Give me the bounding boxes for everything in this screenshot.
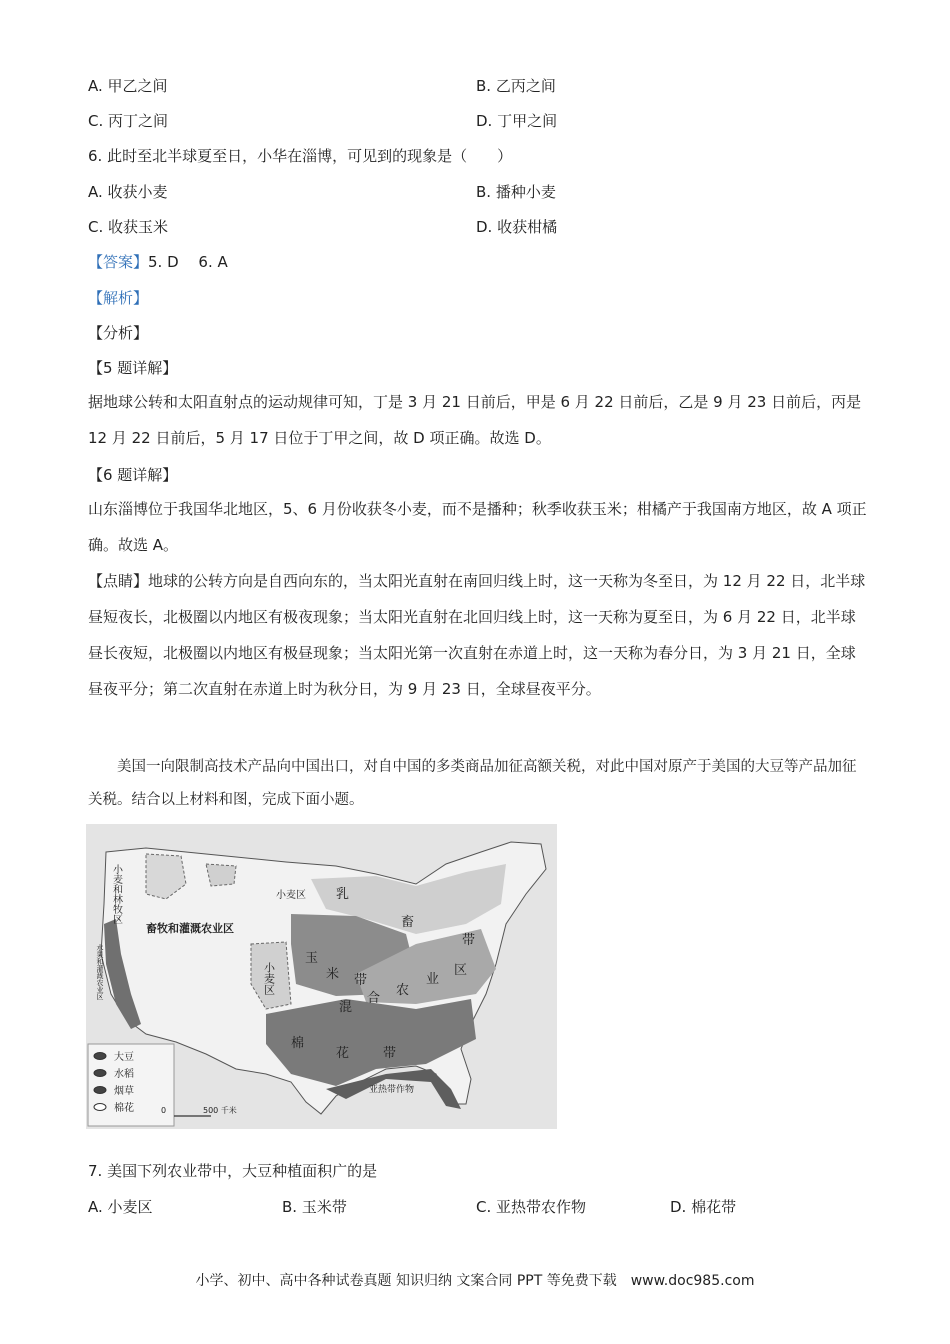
fenxi-heading: 【分析】 — [88, 324, 149, 342]
q5-detail-body: 据地球公转和太阳直射点的运动规律可知，丁是 3 月 21 日前后，甲是 6 月 22 日前后，乙是 9 月 23 日前后，丙是 12 月 22 日前后，5 月 17 日位于丁甲之间，故 D 项正确。故选 D。 — [88, 393, 862, 447]
label-ranch: 畜牧和灌溉农业区 — [146, 922, 234, 935]
label-corn-1: 玉 — [305, 951, 319, 966]
q5-detail-heading: 【5 题详解】 — [88, 359, 178, 377]
dianjing-paragraph — [88, 563, 868, 707]
label-mixed-1: 混 — [339, 1000, 353, 1015]
dianjing-body: 地球的公转方向是自西向东的，当太阳光直射在南回归线上时，这一天称为冬至日，为 12 月 22 日，北半球昼短夜长，北极圈以内地区有极夜现象；当太阳光直射在北回归线上时，这一天称为夏至日，为 6 月 22 日，北半球昼长夜短，北极圈以内地区有极昼现象；当太阳光第一次直射在赤道上时，这一天称为春分日，为 3 月 21 日，全球昼夜平分；第二次直射在赤道上时为秋分日，为 9 月 23 日，全球昼夜平分。 — [88, 572, 866, 698]
label-dairy-3: 带 — [462, 933, 476, 948]
q5-option-d: D. 丁甲之间 — [476, 112, 558, 130]
q7-stem: 7. 美国下列农业带中，大豆种植面积广的是 — [88, 1162, 378, 1180]
label-subtropical: 亚热带作物 — [369, 1085, 415, 1095]
label-wheat-nw: 小麦和林牧区 — [110, 864, 122, 924]
page-footer: 小学、初中、高中各种试卷真题 知识归纳 文案合同 PPT 等免费下载 www.doc985.com — [195, 1273, 755, 1289]
q7-option-d: D. 棉花带 — [670, 1198, 737, 1216]
q6-option-c: C. 收获玉米 — [88, 218, 169, 236]
label-corn-3: 带 — [354, 973, 368, 988]
label-mixed-3: 农 — [396, 983, 410, 998]
label-dairy-2: 畜 — [401, 915, 415, 930]
q6-option-d: D. 收获柑橘 — [476, 218, 558, 236]
q7-option-b: B. 玉米带 — [282, 1198, 347, 1216]
label-corn-2: 米 — [326, 967, 340, 982]
soybean-icon — [94, 1053, 106, 1060]
q5-option-a: A. 甲乙之间 — [88, 77, 168, 95]
rice-icon — [94, 1070, 106, 1077]
dianjing-tag: 【点睛】 — [88, 572, 149, 590]
label-dairy-1: 乳 — [336, 887, 350, 902]
legend-label: 大豆 — [114, 1052, 134, 1063]
q6-option-a: A. 收获小麦 — [88, 183, 168, 201]
q7-option-a: A. 小麦区 — [88, 1198, 153, 1216]
label-fruit: 水果和灌溉农业区 — [96, 944, 104, 1000]
legend-label: 烟草 — [114, 1086, 134, 1097]
q5-option-c: C. 丙丁之间 — [88, 112, 169, 130]
scale-label: 500 千米 — [203, 1106, 237, 1115]
q5-option-b: B. 乙丙之间 — [476, 77, 556, 95]
label-wheat-central: 小麦区 — [262, 962, 276, 995]
label-mixed-4: 业 — [426, 972, 440, 987]
q6-detail-heading: 【6 题详解】 — [88, 466, 178, 484]
q6-detail-body: 山东淄博位于我国华北地区，5、6 月份收获冬小麦，而不是播种；秋季收获玉米；柑橘产于我国南方地区，故 A 项正确。故选 A。 — [88, 500, 867, 554]
label-wheat-north: 小麦区 — [276, 890, 306, 901]
label-mixed-2: 合 — [367, 991, 381, 1006]
q6-stem: 6. 此时至北半球夏至日，小华在淄博，可见到的现象是（ ） — [88, 147, 513, 165]
legend-label: 棉花 — [114, 1103, 134, 1114]
analysis-tag: 【解析】 — [88, 289, 149, 307]
label-cotton-1: 棉 — [291, 1036, 305, 1051]
answer-line — [88, 252, 228, 272]
tobacco-icon — [94, 1087, 106, 1094]
label-cotton-3: 带 — [383, 1046, 397, 1061]
usa-agriculture-map — [86, 824, 557, 1129]
legend-label: 水稻 — [114, 1069, 134, 1080]
intro-material: 美国一向限制高技术产品向中国出口，对自中国的多类商品加征高额关税，对此中国对原产于美国的大豆等产品加征关税。结合以上材料和图，完成下面小题。 — [88, 759, 857, 808]
q6-option-b: B. 播种小麦 — [476, 183, 556, 201]
answer-tag: 【答案】 — [88, 253, 149, 271]
label-mixed-5: 区 — [454, 963, 468, 978]
cotton-icon — [94, 1104, 106, 1111]
label-cotton-2: 花 — [336, 1046, 350, 1061]
wheat-north-region — [206, 864, 236, 886]
q7-option-c: C. 亚热带农作物 — [476, 1198, 587, 1216]
answer-text: 5. D 6. A — [148, 253, 228, 271]
scale-zero: 0 — [161, 1106, 167, 1115]
